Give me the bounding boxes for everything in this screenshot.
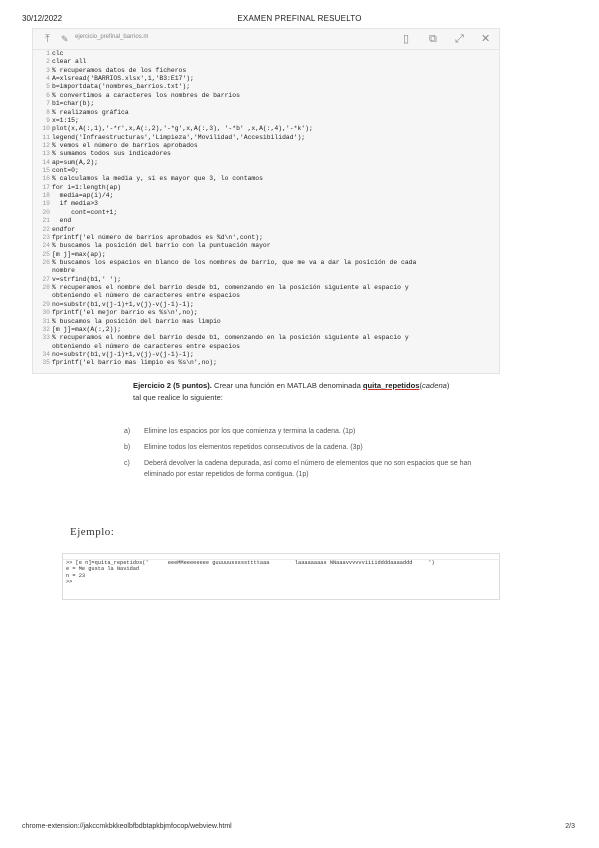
line-number: 2 (46, 58, 50, 66)
line-number: 35 (42, 359, 50, 367)
line-number: 10 (42, 125, 50, 133)
code-text: for i=1:length(ap) (52, 183, 122, 191)
line-number: 29 (42, 300, 50, 308)
code-line (33, 226, 499, 234)
code-text: ap=sum(A,2); (52, 158, 99, 166)
console-line: e = Me gusta la Navidad (66, 566, 140, 573)
code-text: fprintf('el mejor barrio es %s\n',no); (52, 309, 198, 317)
code-line (33, 200, 499, 208)
line-number: 18 (42, 192, 50, 200)
edit-icon[interactable]: ✎ (61, 34, 69, 44)
code-text: [m j]=max(A(:,2)); (52, 325, 122, 333)
code-text: % sumamos todos sus indicadores (52, 150, 171, 158)
code-line (33, 67, 499, 75)
exercise-intro: Crear una función en MATLAB denominada (211, 381, 363, 390)
code-line (33, 334, 499, 342)
code-line (33, 259, 499, 267)
code-text: no=substr(b1,v(j-1)+1,v(j)-v(j-1)-1); (52, 350, 194, 358)
code-text: % buscamos los espacios en blanco de los nombres de barrio, que me va a dar la posición de cada (52, 258, 417, 266)
line-number: 19 (42, 200, 50, 208)
code-line (33, 50, 499, 58)
header-title: EXAMEN PREFINAL RESUELTO (237, 14, 362, 23)
code-line (33, 209, 499, 217)
code-line (33, 125, 499, 133)
code-text: nombre (52, 267, 76, 275)
line-number: 27 (42, 275, 50, 283)
code-line (33, 167, 499, 175)
copy-icon[interactable]: ⧉ (429, 33, 437, 45)
editor-filename: ejercicio_prefinal_barrios.m (75, 34, 149, 40)
footer-page-number: 2/3 (565, 823, 575, 830)
line-number: 8 (46, 108, 50, 116)
item-text: Elimine los espacios por los que comienza y termina la cadena. (1p) (144, 428, 356, 435)
header-date: 30/12/2022 (22, 14, 63, 23)
line-number: 31 (42, 317, 50, 325)
code-line (33, 359, 499, 367)
line-number: 20 (42, 208, 50, 216)
function-name: quita_repetidos (362, 381, 420, 390)
console-line: n = 23 (66, 572, 86, 579)
code-text: clear all (52, 58, 87, 66)
code-line (33, 142, 499, 150)
editor-toolbar (33, 29, 499, 50)
code-text: end (52, 217, 72, 225)
code-text: % buscamos la posición del barrio con la puntuación mayor (52, 242, 271, 250)
code-area (33, 50, 499, 368)
item-label: a) (124, 428, 131, 435)
line-number: 1 (46, 50, 50, 57)
code-text: if media>3 (52, 200, 99, 208)
code-line (33, 234, 499, 242)
line-number: 28 (42, 284, 50, 292)
code-line (33, 267, 499, 275)
code-text: % vemos el número de barrios aprobados (52, 141, 198, 149)
code-text: endfor (52, 225, 76, 233)
code-text: b1=char(b); (52, 100, 95, 108)
code-line (33, 58, 499, 66)
code-line (33, 276, 499, 284)
code-text: % recuperamos datos de los ficheros (52, 66, 187, 74)
example-label: Ejemplo: (70, 526, 115, 538)
code-line (33, 251, 499, 259)
code-line (33, 318, 499, 326)
console-output (62, 553, 500, 600)
code-line (33, 292, 499, 300)
line-number: 25 (42, 250, 50, 258)
line-number: 7 (46, 100, 50, 108)
code-text: cont=cont+1; (52, 208, 118, 216)
code-editor (32, 28, 500, 374)
cursor-icon[interactable]: ⤒ (45, 33, 50, 45)
function-arg: cadena (421, 381, 447, 390)
exercise-item (124, 458, 474, 480)
arg-close: ) (446, 381, 450, 390)
line-number: 22 (42, 225, 50, 233)
console-line: >> [e n]=quita_repetidos(' eeeMMeeeeeeee guuuuusssssttttaaa laaaaaaaas NNaaavvvvvviiiiddddaaaaddd ') (66, 560, 435, 566)
code-text: b=importdata('nombres_barrios.txt'); (52, 83, 191, 91)
item-label: c) (124, 460, 130, 467)
line-number: 4 (46, 75, 50, 83)
line-number: 23 (42, 233, 50, 241)
code-text: A=xlsread('BARRIOS.xlsx',1,'B3:E17'); (52, 75, 194, 83)
line-number: 24 (42, 242, 50, 250)
exercise-item (124, 442, 474, 453)
code-text: v=strfind(b1,' '); (52, 275, 122, 283)
exercise-statement (133, 380, 473, 404)
code-line (33, 284, 499, 292)
code-line (33, 343, 499, 351)
code-line (33, 150, 499, 158)
code-text: % realizamos gráfica (52, 108, 129, 116)
expand-icon[interactable]: ⤢ (455, 33, 464, 45)
item-text: Elimine todos los elementos repetidos consecutivos de la cadena. (3p) (144, 444, 363, 451)
line-number: 33 (42, 334, 50, 342)
code-line (33, 100, 499, 108)
code-line (33, 309, 499, 317)
code-text: no=substr(b1,v(j-1)+1,v(j)-v(j-1)-1); (52, 300, 194, 308)
code-line (33, 109, 499, 117)
document-icon[interactable]: ▯ (403, 33, 410, 45)
line-number: 15 (42, 167, 50, 175)
code-text: % convertimos a caracteres los nombres de barrios (52, 91, 240, 99)
code-line (33, 217, 499, 225)
code-text: obteniendo el número de caracteres entre espacios (52, 342, 240, 350)
code-text: % buscamos la posición del barrio mas limpio (52, 317, 221, 325)
code-line (33, 184, 499, 192)
line-number: 30 (42, 309, 50, 317)
code-text: fprintf('el número de barrios aprobados es %d\n',cont); (52, 233, 263, 241)
line-number: 26 (42, 258, 50, 266)
footer-url: chrome-extension://jakccmkbkkeolbfbdbtapkbjmfocop/webview.html (22, 823, 232, 830)
code-line (33, 92, 499, 100)
line-number: 5 (46, 83, 50, 91)
code-text: clc (52, 50, 64, 57)
code-text: [m j]=max(ap); (52, 250, 106, 258)
line-number: 3 (46, 66, 50, 74)
code-text: media=ap(i)/4; (52, 192, 114, 200)
code-line (33, 242, 499, 250)
code-line (33, 192, 499, 200)
item-text: Deberá devolver la cadena depurada, así como el número de elementos que no son espacios que se han eliminado por estar repetidos de forma contigua. (1p) (144, 460, 472, 478)
code-text: % recuperamos el nombre del barrio desde b1, comenzando en la posición siguiente al espacio y (52, 284, 409, 292)
code-line (33, 134, 499, 142)
line-number: 13 (42, 150, 50, 158)
code-text: fprintf('el barrio mas limpio es %s\n',no); (52, 359, 217, 367)
exercise-heading: Ejercicio 2 (5 puntos). (133, 381, 212, 390)
line-number: 11 (42, 133, 50, 141)
code-line (33, 117, 499, 125)
console-line: >> (66, 579, 73, 586)
console-titlebar (63, 554, 499, 560)
code-line (33, 326, 499, 334)
code-text: x=1:15; (52, 116, 79, 124)
line-number: 17 (42, 183, 50, 191)
line-number: 21 (42, 217, 50, 225)
code-text: % calculamos la media y, si es mayor que 3, lo contamos (52, 175, 263, 183)
close-icon[interactable]: ✕ (481, 33, 491, 45)
line-number: 6 (46, 91, 50, 99)
code-line (33, 175, 499, 183)
code-line (33, 301, 499, 309)
code-text: obteniendo el número de caracteres entre espacios (52, 292, 240, 300)
code-text: cont=0; (52, 167, 79, 175)
code-line (33, 351, 499, 359)
line-number: 16 (42, 175, 50, 183)
line-number: 12 (42, 141, 50, 149)
arg-open: ( (419, 381, 422, 390)
line-number: 14 (42, 158, 50, 166)
exercise-item (124, 426, 474, 437)
item-label: b) (124, 444, 131, 451)
code-text: % recuperamos el nombre del barrio desde b1, comenzando en la posición siguiente al espacio y (52, 334, 409, 342)
line-number: 9 (46, 116, 50, 124)
code-line (33, 83, 499, 91)
code-line (33, 75, 499, 83)
code-line (33, 159, 499, 167)
code-text: legend('Infraestructuras','Limpieza','Movilidad','Accesibilidad'); (52, 133, 306, 141)
exercise-intro-line2: tal que realice lo siguiente: (133, 393, 223, 402)
line-number: 34 (42, 350, 50, 358)
code-text: plot(x,A(:,1),'-*r',x,A(:,2),'-*g',x,A(:,3), '-*b' ,x,A(:,4),'-*k'); (52, 125, 313, 133)
line-number: 32 (42, 325, 50, 333)
